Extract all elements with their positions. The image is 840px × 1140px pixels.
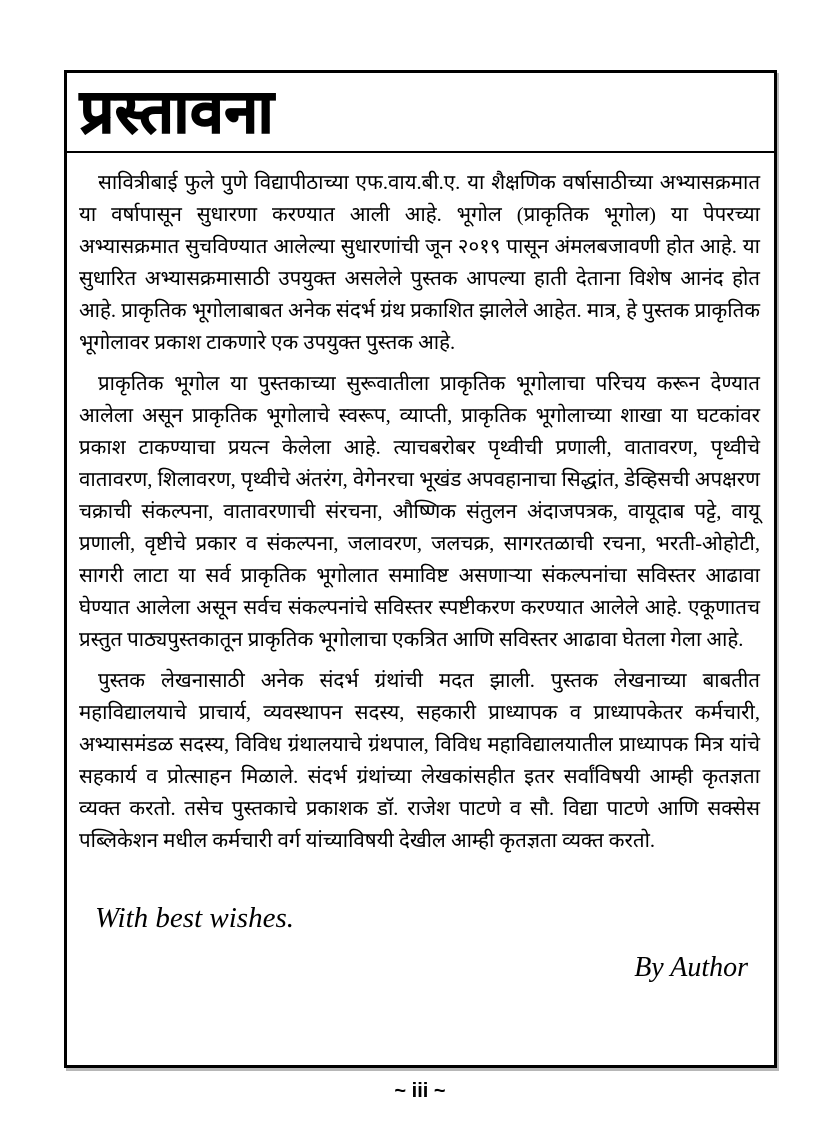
page-number: ~ iii ~ bbox=[394, 1080, 446, 1102]
paragraph: प्राकृतिक भूगोल या पुस्तकाच्या सुरूवातीला प्राकृतिक भूगोलाचा परिचय करून देण्यात आलेला असून प्राकृतिक भूगोलाचे स्वरूप, व्याप्ती, प्राकृतिक भूगोलाच्या शाखा या घटकांवर प्रकाश टाकण्याचा प्रयत्न केलेला आहे. त्याचबरोबर पृथ्वीची प्रणाली, वातावरण, पृथ्वीचे वातावरण, शिलावरण, पृथ्वीचे अंतरंग, वेगेनरचा भूखंड अपवहानाचा सिद्धांत, डेव्हिसची अपक्षरण चक्राची संकल्पना, वातावरणाची संरचना, औष्णिक संतुलन अंदाजपत्रक, वायूदाब पट्टे, वायू प्रणाली, वृष्टीचे प्रकार व संकल्पना, जलावरण, जलचक्र, सागरतळाची रचना, भरती-ओहोटी, सागरी लाटा या सर्व प्राकृतिक भूगोलात समाविष्ट असणाऱ्या संकल्पनांचा सविस्तर आढावा घेण्यात आलेला असून सर्वच संकल्पनांचे सविस्तर स्पष्टीकरण करण्यात आलेले आहे. एकूणातच प्रस्तुत पाठ्यपुस्तकातून प्राकृतिक भूगोलाचा एकत्रित आणि सविस्तर आढावा घेतला गेला आहे. bbox=[79, 373, 760, 651]
preface-body bbox=[67, 153, 774, 985]
author-signature: By Author bbox=[634, 952, 748, 983]
page-frame bbox=[64, 70, 777, 1068]
title-bar bbox=[67, 73, 774, 153]
page-title: प्रस्तावना bbox=[80, 78, 275, 145]
closing-line: With best wishes. bbox=[95, 902, 294, 934]
paragraph: पुस्तक लेखनासाठी अनेक संदर्भ ग्रंथांची मदत झाली. पुस्तक लेखनाच्या बाबतीत महाविद्यालयाचे प्राचार्य, व्यवस्थापन सदस्य, सहकारी प्राध्यापक व प्राध्यापकेतर कर्मचारी, अभ्यासमंडळ सदस्य, विविध ग्रंथालयाचे ग्रंथपाल, विविध महाविद्यालयातील प्राध्यापक मित्र यांचे सहकार्य व प्रोत्साहन मिळाले. संदर्भ ग्रंथांच्या लेखकांसहीत इतर सर्वांविषयी आम्ही कृतज्ञता व्यक्त करतो. तसेच पुस्तकाचे प्रकाशक डॉ. राजेश पाटणे व सौ. विद्या पाटणे आणि सक्सेस पब्लिकेशन मधील कर्मचारी वर्ग यांच्याविषयी देखील आम्ही कृतज्ञता व्यक्त करतो. bbox=[79, 670, 760, 852]
paragraph: सावित्रीबाई फुले पुणे विद्यापीठाच्या एफ.वाय.बी.ए. या शैक्षणिक वर्षासाठीच्या अभ्यासक्रमात या वर्षापासून सुधारणा करण्यात आली आहे. भूगोल (प्राकृतिक भूगोल) या पेपरच्या अभ्यासक्रमात सुचविण्यात आलेल्या सुधारणांची जून २०१९ पासून अंमलबजावणी होत आहे. या सुधारित अभ्यासक्रमासाठी उपयुक्त असलेले पुस्तक आपल्या हाती देताना विशेष आनंद होत आहे. प्राकृतिक भूगोलाबाबत अनेक संदर्भ ग्रंथ प्रकाशित झालेले आहेत. मात्र, हे पुस्तक प्राकृतिक भूगोलावर प्रकाश टाकणारे एक उपयुक्त पुस्तक आहे. bbox=[79, 172, 760, 354]
